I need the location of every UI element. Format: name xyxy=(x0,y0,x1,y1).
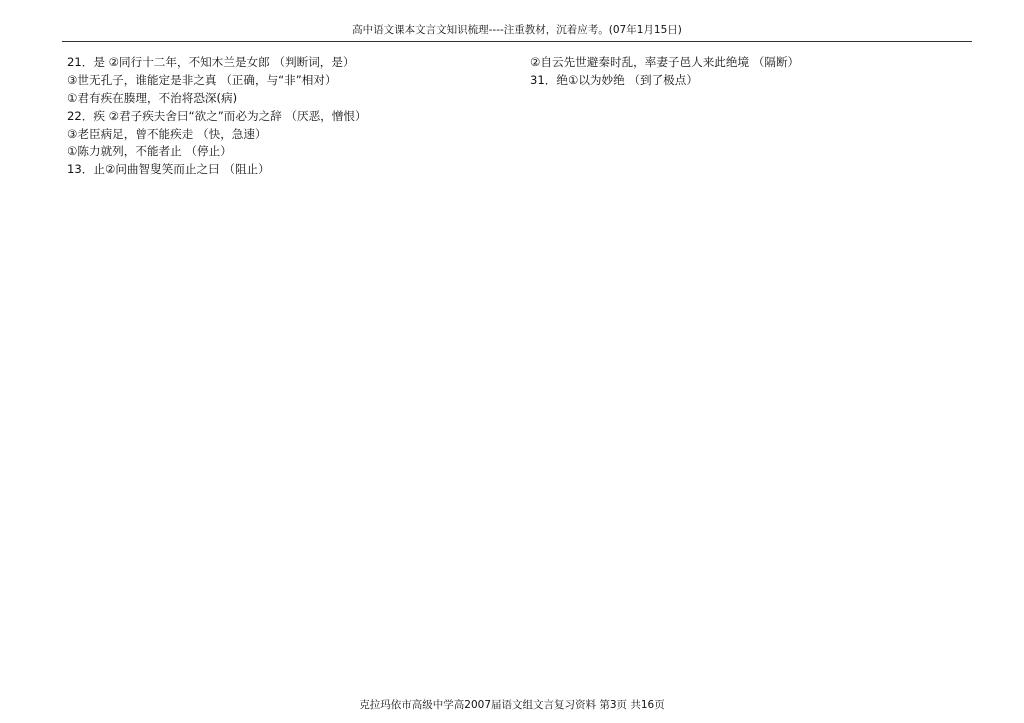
text-line: ③老臣病足，曾不能疾走 （快，急速） xyxy=(67,126,267,141)
text-line xyxy=(530,126,970,144)
text-line xyxy=(530,304,970,322)
text-line xyxy=(67,662,507,680)
text-line xyxy=(67,627,507,645)
text-line xyxy=(67,573,507,591)
text-line xyxy=(530,537,970,555)
text-line xyxy=(67,233,507,251)
text-line xyxy=(530,644,970,662)
text-line xyxy=(530,465,970,483)
text-line xyxy=(530,609,970,627)
text-line xyxy=(530,573,970,591)
text-line xyxy=(530,627,970,645)
text-line: 31．绝①以为妙绝 （到了极点） xyxy=(530,72,698,87)
text-line xyxy=(530,448,970,466)
text-line xyxy=(530,233,970,251)
text-line: ①君有疾在腠理，不治将恐深(病) xyxy=(67,90,238,105)
text-line xyxy=(530,161,970,179)
text-line xyxy=(530,591,970,609)
text-line xyxy=(530,251,970,269)
text-line xyxy=(530,412,970,430)
text-line xyxy=(67,269,507,287)
text-line: ③世无孔子，谁能定是非之真 （正确，与“非”相对） xyxy=(67,72,337,87)
text-line xyxy=(67,394,507,412)
page-footer: 克拉玛依市高级中学高2007届语文组文言复习资料 第3页 共16页 xyxy=(359,699,665,711)
text-line xyxy=(67,519,507,537)
text-line xyxy=(530,662,970,680)
text-line xyxy=(530,322,970,340)
text-line: 13．止②问曲智叟笑而止之曰 （阻止） xyxy=(67,162,270,177)
text-line xyxy=(67,430,507,448)
text-line xyxy=(530,483,970,501)
text-line xyxy=(530,143,970,161)
text-line xyxy=(530,179,970,197)
text-line xyxy=(67,197,507,215)
text-line xyxy=(67,179,507,197)
text-line xyxy=(530,376,970,394)
text-line xyxy=(67,448,507,466)
text-line xyxy=(67,680,507,698)
text-line: ①陈力就列，不能者止 （停止） xyxy=(67,144,232,159)
text-line xyxy=(67,215,507,233)
text-line xyxy=(530,394,970,412)
text-line xyxy=(67,501,507,519)
text-line xyxy=(530,269,970,287)
text-line xyxy=(530,90,970,108)
text-line xyxy=(530,215,970,233)
text-line xyxy=(67,358,507,376)
text-line xyxy=(67,555,507,573)
text-line xyxy=(67,591,507,609)
text-line xyxy=(67,322,507,340)
text-line xyxy=(530,287,970,305)
page-header: 高中语文课本文言文知识梳理----注重教材，沉着应考。(07年1月15日) xyxy=(352,24,682,36)
text-line xyxy=(530,197,970,215)
left-column xyxy=(67,54,507,716)
text-line xyxy=(67,483,507,501)
text-line: ②自云先世避秦时乱，率妻子邑人来此绝境 （隔断） xyxy=(530,55,800,69)
text-line xyxy=(530,358,970,376)
text-line xyxy=(67,644,507,662)
text-line xyxy=(530,430,970,448)
text-line: 21．是 ②同行十二年，不知木兰是女郎 （判断词，是） xyxy=(67,55,355,69)
text-line xyxy=(67,287,507,305)
text-line xyxy=(67,609,507,627)
text-line xyxy=(67,304,507,322)
text-line: 22．疾 ②君子疾夫舍曰“欲之”而必为之辞 （厌恶，憎恨） xyxy=(67,108,367,123)
text-line xyxy=(67,340,507,358)
text-line xyxy=(67,465,507,483)
text-line xyxy=(67,376,507,394)
text-line xyxy=(530,555,970,573)
text-line xyxy=(530,501,970,519)
text-line xyxy=(67,251,507,269)
text-line xyxy=(530,680,970,698)
text-line xyxy=(530,340,970,358)
text-line xyxy=(67,412,507,430)
text-line xyxy=(67,537,507,555)
header-rule xyxy=(62,41,972,42)
text-line xyxy=(530,108,970,126)
right-column xyxy=(530,54,970,716)
text-line xyxy=(530,519,970,537)
